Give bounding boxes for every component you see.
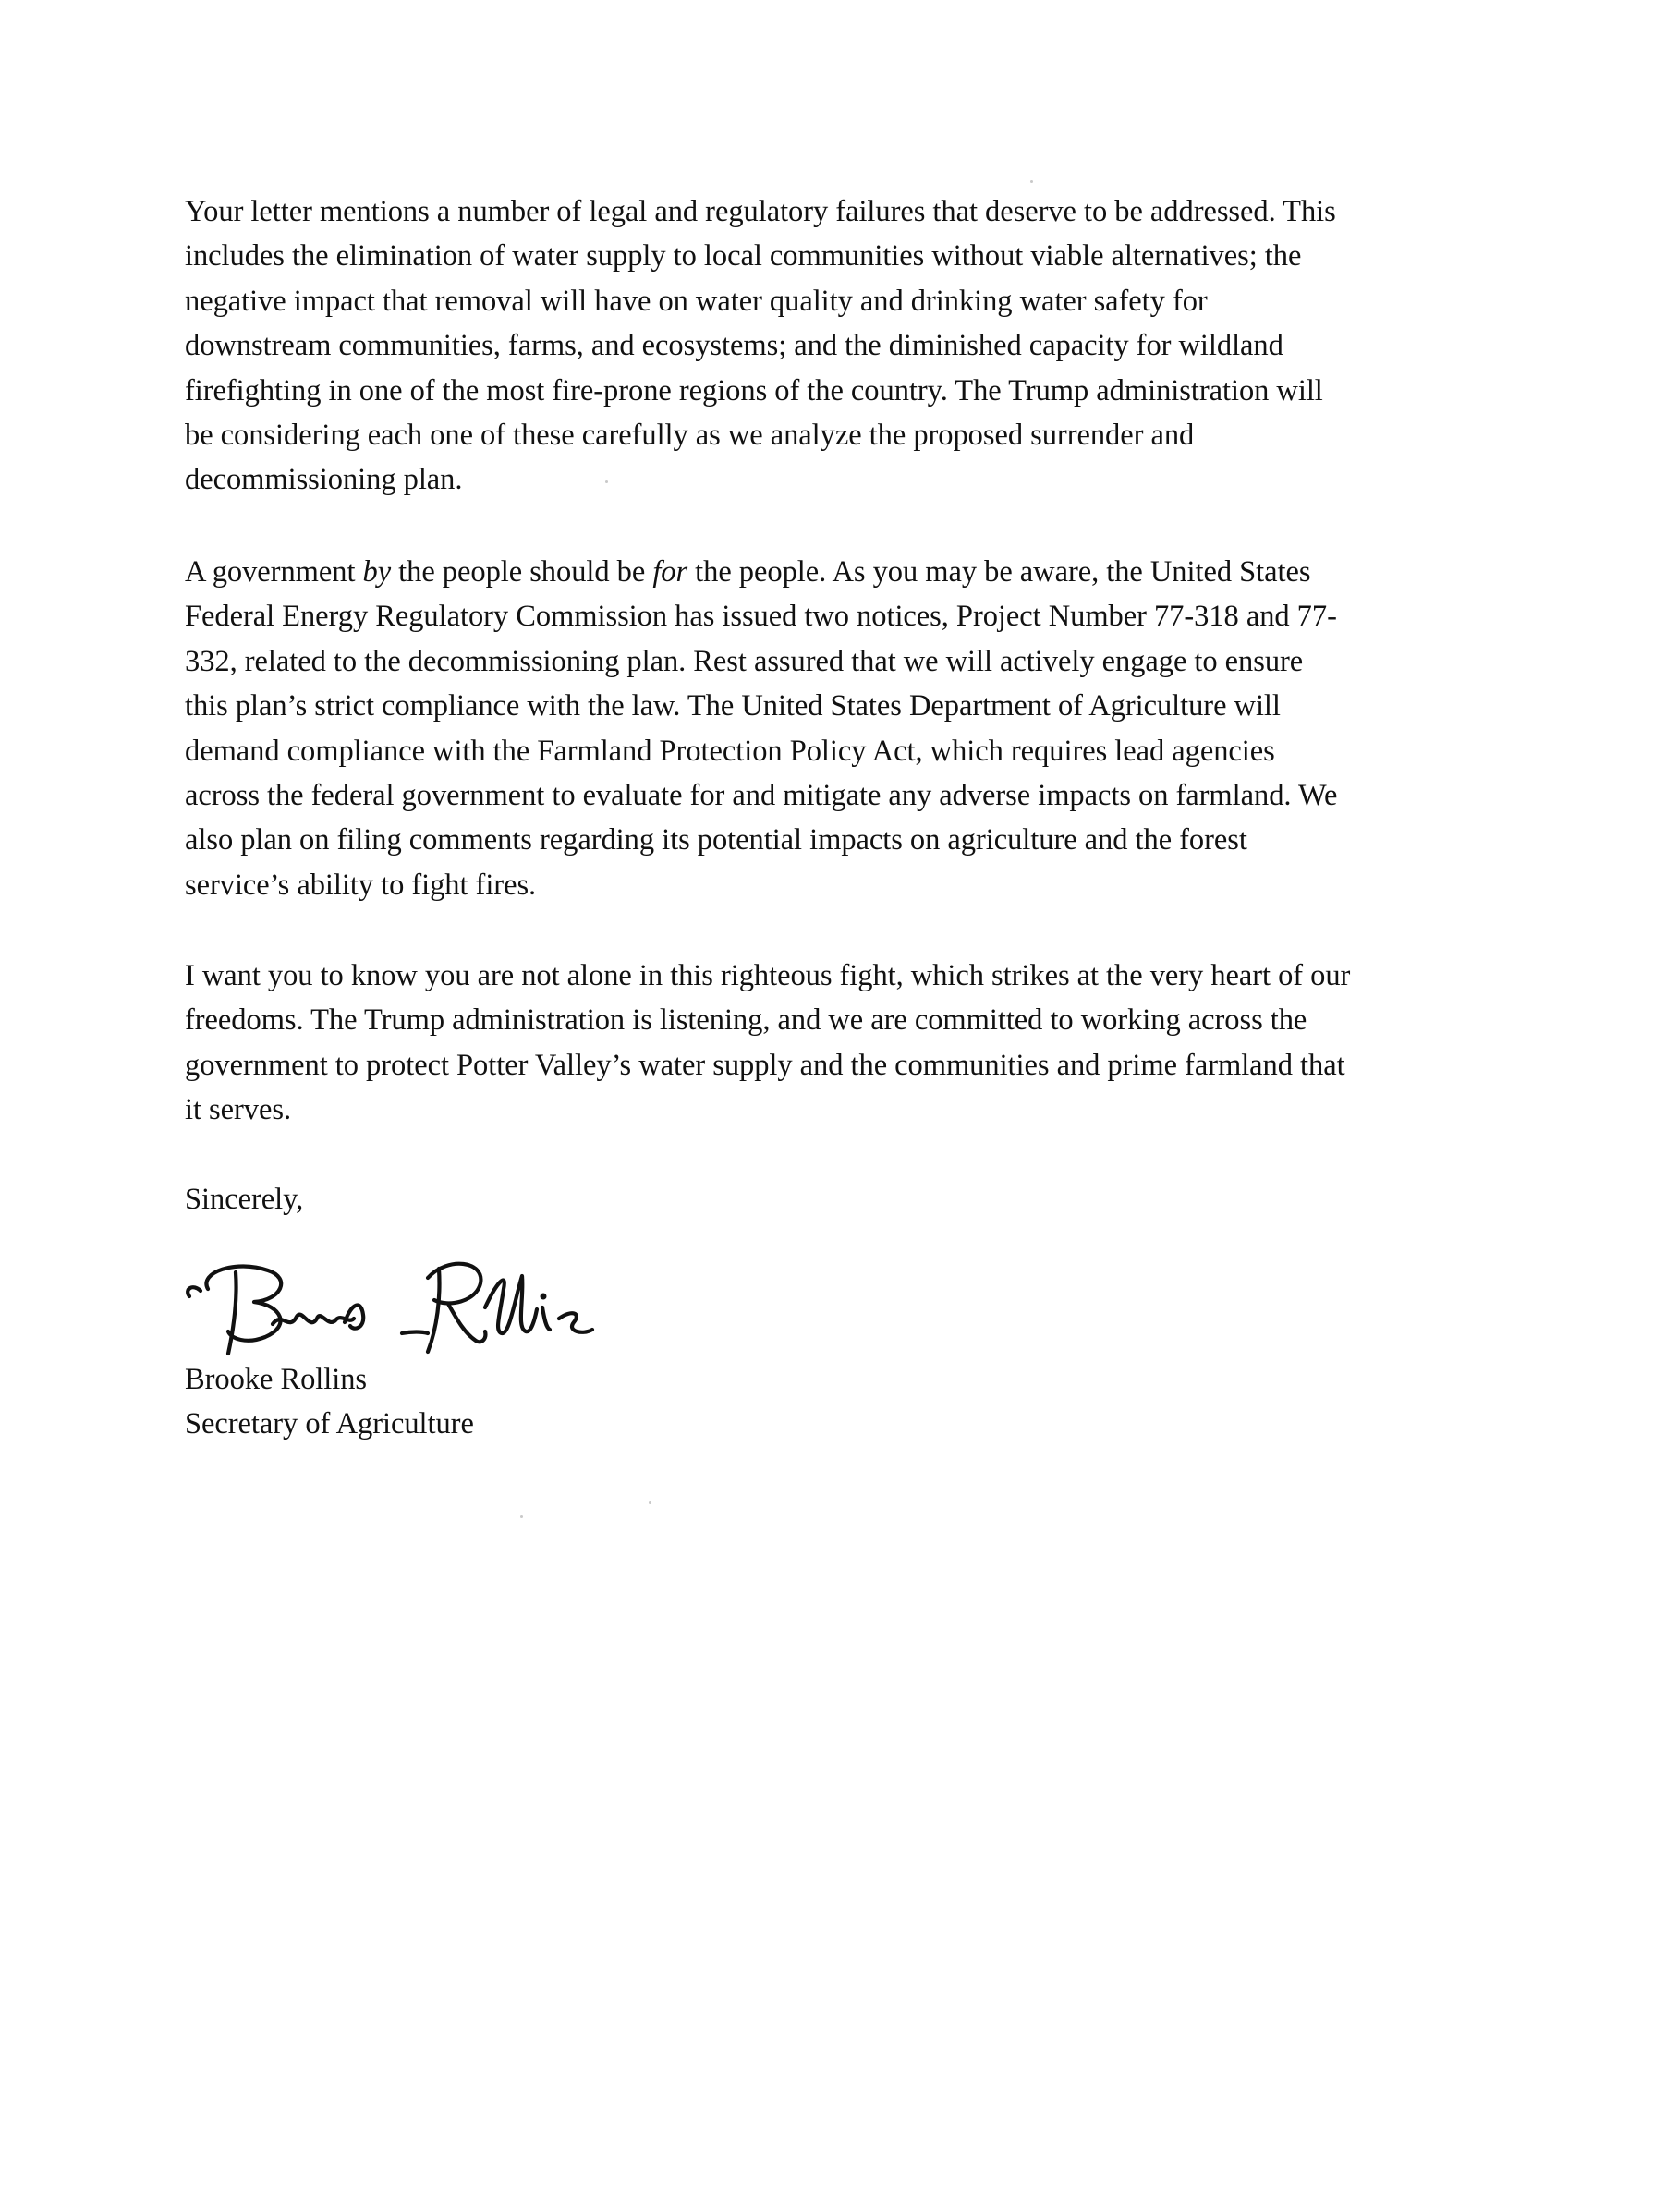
italic-emphasis: by [362, 555, 392, 589]
scan-speck [649, 1501, 651, 1504]
text-run: A government [185, 555, 363, 589]
paragraph-support [185, 954, 1525, 1133]
scan-speck [1030, 180, 1033, 183]
closing-block [185, 1177, 1525, 1221]
text-line: includes the elimination of water supply to local communities without viable alternatives; the [185, 239, 1302, 273]
text-run: the people. As you may be aware, the United States [687, 555, 1311, 589]
scan-speck [520, 1515, 523, 1518]
text-run: the people should be [391, 555, 653, 589]
signer-title: Secretary of Agriculture [185, 1407, 474, 1441]
paragraph-legal-failures [185, 189, 1525, 503]
text-line: be considering each one of these carefully as we analyze the proposed surrender and [185, 419, 1195, 453]
text-line: demand compliance with the Farmland Protection Policy Act, which requires lead agencies [185, 734, 1275, 768]
text-line: downstream communities, farms, and ecosystems; and the diminished capacity for wildland [185, 329, 1283, 363]
text-line: it serves. [185, 1093, 292, 1127]
text-line: 332, related to the decommissioning plan. Rest assured that we will actively engage to ensure [185, 644, 1304, 678]
paragraph-government-compliance [185, 550, 1525, 907]
signer-name: Brooke Rollins [185, 1363, 368, 1396]
text-line: decommissioning plan. [185, 463, 463, 497]
text-line: freedoms. The Trump administration is listening, and we are committed to working across the [185, 1003, 1307, 1038]
italic-emphasis: for [652, 555, 688, 589]
text-line: Federal Energy Regulatory Commission has issued two notices, Project Number 77-318 and 77- [185, 600, 1337, 634]
text-line: firefighting in one of the most fire-prone regions of the country. The Trump administration will [185, 373, 1323, 407]
signer-block [185, 1357, 1525, 1447]
text-line: service’s ability to fight fires. [185, 868, 537, 902]
text-line: Your letter mentions a number of legal and regulatory failures that deserve to be addressed. This [185, 195, 1336, 228]
text-line: I want you to know you are not alone in this righteous fight, which strikes at the very heart of our [185, 959, 1351, 992]
text-line: negative impact that removal will have on water quality and drinking water safety for [185, 284, 1208, 318]
text-line: this plan’s strict compliance with the law. The United States Department of Agriculture will [185, 689, 1281, 723]
text-line: government to protect Potter Valley’s water supply and the communities and prime farmland that [185, 1048, 1345, 1082]
text-line: across the federal government to evaluate for and mitigate any adverse impacts on farmland. We [185, 779, 1338, 813]
text-line: also plan on filing comments regarding its potential impacts on agriculture and the forest [185, 823, 1247, 857]
text-line [185, 550, 1525, 594]
closing-salutation: Sincerely, [185, 1183, 304, 1216]
scan-speck [605, 480, 608, 483]
